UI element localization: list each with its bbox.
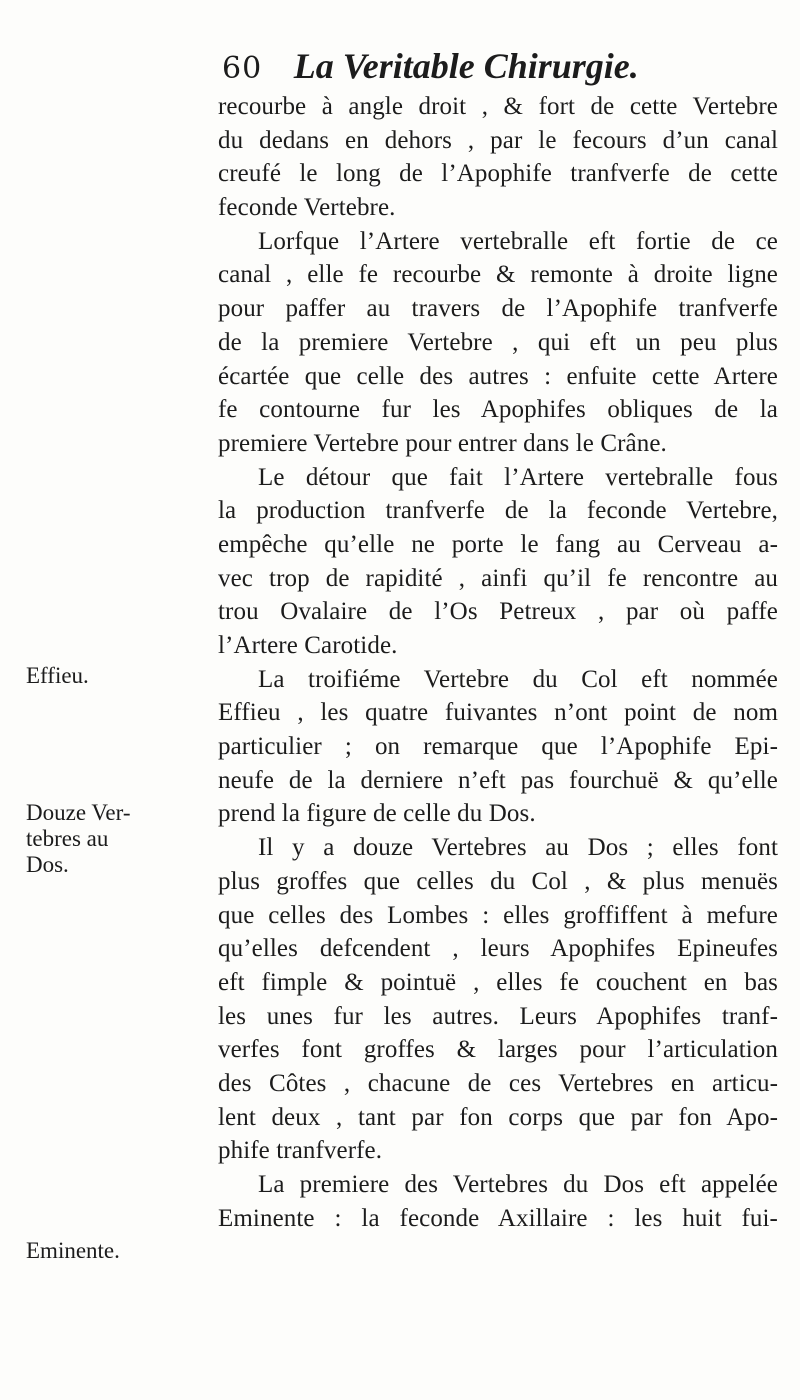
text-line: neufe de la derniere n’eft pas fourchuë & qu’elle [218, 766, 778, 794]
margin-note-douze-vertebres [26, 800, 206, 878]
text-line: des Côtes , chacune de ces Vertebres en articu- [218, 1069, 778, 1097]
text-line: trou Ovalaire de l’Os Petreux , par où paffe [218, 598, 778, 626]
text-line: Le détour que fait l’Artere vertebralle fous [258, 463, 778, 491]
margin-note-line: Dos. [26, 852, 69, 877]
text-line: du dedans en dehors , par le fecours d’un canal [218, 126, 778, 154]
text-line: lent deux , tant par fon corps que par fon Apo- [218, 1103, 778, 1131]
text-line: La premiere des Vertebres du Dos eft appelée [258, 1171, 778, 1198]
text-line: l’Artere Carotide. [218, 632, 398, 659]
text-line: Eminente : la feconde Axillaire : les huit fui- [218, 1204, 778, 1232]
page-number: 60 [222, 51, 263, 86]
text-line: eft fimple & pointuë , elles fe couchent en bas [218, 968, 778, 996]
text-line: Lorfque l’Artere vertebralle eft fortie de ce [258, 227, 778, 255]
text-line: de la premiere Vertebre , qui eft un peu plus [218, 328, 778, 356]
text-line: que celles des Lombes : elles groffiffent à mefure [218, 901, 778, 929]
text-line: les unes fur les autres. Leurs Apophifes tranf- [218, 1002, 778, 1030]
text-line: empêche qu’elle ne porte le fang au Cerveau a- [218, 530, 778, 558]
text-line: écartée que celle des autres : enfuite cette Artere [218, 362, 778, 390]
text-line: Effieu , les quatre fuivantes n’ont point de nom [218, 699, 778, 727]
text-line: Il y a douze Vertebres au Dos ; elles font [258, 834, 778, 862]
margin-note-effieu: Effieu. [26, 663, 89, 688]
text-line: particulier ; on remarque que l’Apophife Epi- [218, 733, 778, 761]
text-line: prend la figure de celle du Dos. [218, 800, 536, 828]
text-line: creufé le long de l’Apophife tranfverfe de cette [218, 160, 778, 188]
margin-note-line: Douze Ver- [26, 800, 131, 825]
text-line: vec trop de rapidité , ainfi qu’il fe rencontre au [218, 564, 778, 592]
margin-note-line: tebres au [26, 826, 109, 851]
text-line: feconde Vertebre. [218, 194, 396, 222]
running-head [222, 44, 742, 88]
text-line: canal , elle fe recourbe & remonte à droite ligne [218, 261, 778, 289]
text-line: verfes font groffes & larges pour l’articulation [218, 1036, 778, 1064]
text-line: plus groffes que celles du Col , & plus menuës [218, 867, 778, 895]
text-line: la production tranfverfe de la feconde Vertebre, [218, 497, 778, 525]
running-title: La Veritable Chirurgie. [293, 46, 639, 86]
margin-note-eminente: Eminente. [26, 1238, 120, 1263]
text-line: recourbe à angle droit , & fort de cette Vertebre [218, 93, 778, 120]
text-line: qu’elles defcendent , leurs Apophifes Epineufes [218, 935, 778, 963]
text-line: fe contourne fur les Apophifes obliques de la [218, 396, 778, 424]
text-line: phife tranfverfe. [218, 1137, 383, 1165]
text-line: premiere Vertebre pour entrer dans le Crâne. [218, 429, 667, 457]
text-line: La troifiéme Vertebre du Col eft nommée [258, 665, 778, 693]
body-text [218, 90, 778, 1235]
text-line: pour paffer au travers de l’Apophife tranfverfe [218, 295, 778, 323]
